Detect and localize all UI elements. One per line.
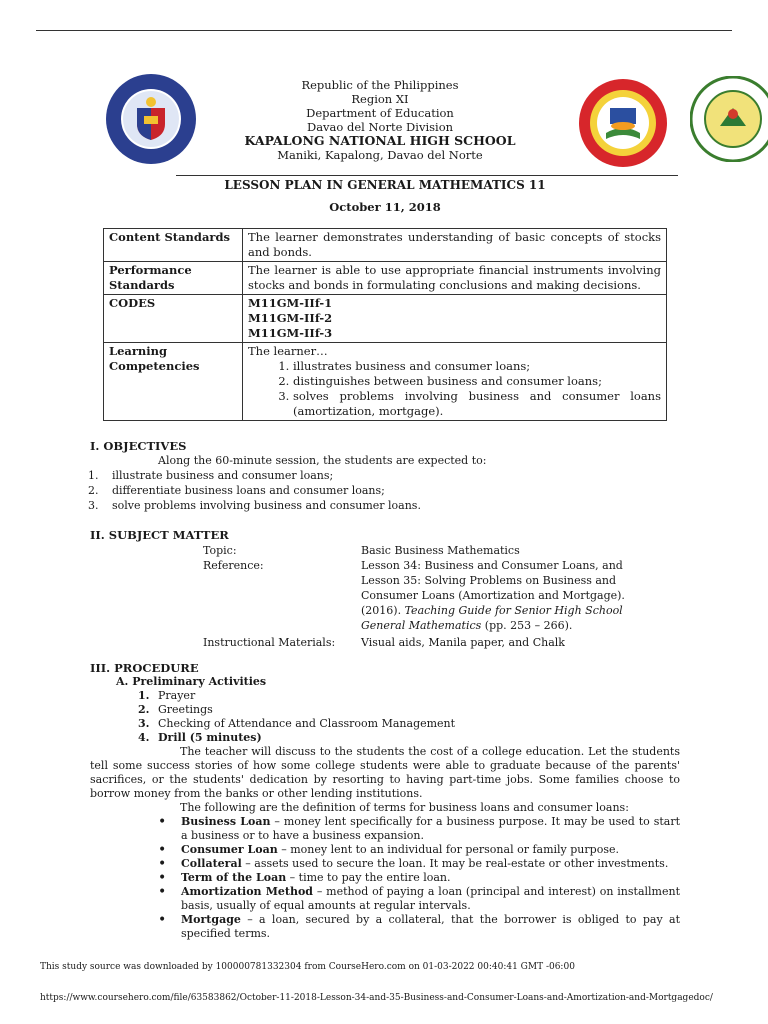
header-division: Davao del Norte Division [306, 120, 454, 134]
materials-value: Visual aids, Manila paper, and Chalk [361, 636, 565, 649]
code-item: M11GM-IIf-2 [248, 311, 333, 325]
table-row [104, 262, 667, 295]
objectives-list [88, 468, 421, 513]
list-item: • Term of the Loan – time to pay the entire loan. [158, 871, 680, 885]
table-row [104, 343, 667, 421]
competency-item: 3. solves problems involving business and consumer loans (amortization, mortgage). [293, 389, 661, 419]
codes-label: CODES [104, 295, 243, 343]
materials-row [203, 635, 647, 650]
list-item: 3. Checking of Attendance and Classroom Management [138, 717, 456, 730]
code-item: M11GM-IIf-3 [248, 326, 333, 340]
third-school-logo [690, 76, 768, 162]
topic-label: Topic: [203, 544, 237, 557]
list-item: • Collateral – assets used to secure the loan. It may be real-estate or other investments. [158, 857, 680, 871]
school-header [180, 78, 580, 162]
table-row [104, 295, 667, 343]
header-school-name: KAPALONG NATIONAL HIGH SCHOOL [244, 133, 516, 148]
list-item: • Mortgage – a loan, secured by a collateral, that the borrower is obliged to pay at specified terms. [158, 913, 680, 941]
learning-competencies-value [243, 343, 667, 421]
list-item: 2. Greetings [138, 703, 213, 716]
list-item: • Consumer Loan – money lent to an individual for personal or family purpose. [158, 843, 680, 857]
list-item: • Amortization Method – method of paying a loan (principal and interest) on installment basis, usually of equal amounts at regular intervals. [158, 885, 680, 913]
standards-table [103, 228, 667, 421]
lesson-plan-title: LESSON PLAN IN GENERAL MATHEMATICS 11 [224, 178, 546, 192]
header-rule [176, 175, 678, 176]
drill-paragraph: The teacher will discuss to the students the cost of a college education. Let the students tell some success stories of how some college students were able to graduate because of the parents' sacrifices, or the students' dedication by resorting to having part-time jobs. Some families choose to borrow money from the banks or other lending institutions. [90, 745, 680, 800]
codes-value [243, 295, 667, 343]
content-standards-value: The learner demonstrates understanding of basic concepts of stocks and bonds. [243, 229, 667, 262]
header-region: Region XI [351, 92, 409, 106]
list-item: • Business Loan – money lent specifically for a business purpose. It may be used to start a business or to have a business expansion. [158, 815, 680, 843]
list-item: 2. differentiate business loans and consumer loans; [88, 484, 385, 497]
school-logo [578, 78, 668, 168]
procedure-section [90, 661, 680, 941]
reference-label: Reference: [203, 559, 264, 572]
performance-standards-label: Performance Standards [104, 262, 243, 295]
content-standards-label: Content Standards [104, 229, 243, 262]
definitions-list [158, 815, 680, 941]
reference-row [203, 558, 647, 633]
topic-value: Basic Business Mathematics [361, 544, 520, 557]
header-department: Department of Education [306, 106, 454, 120]
list-item: 1. illustrate business and consumer loans; [88, 469, 334, 482]
lesson-date: October 11, 2018 [329, 200, 441, 214]
list-item: 1. Prayer [138, 689, 196, 702]
competency-item: 1. illustrates business and consumer loans; [293, 359, 661, 374]
objectives-intro: Along the 60-minute session, the students are expected to: [158, 454, 487, 467]
learning-competencies-label: Learning Competencies [104, 343, 243, 421]
competencies-intro: The learner… [248, 344, 328, 358]
definitions-intro: The following are the definition of terms for business loans and consumer loans: [180, 801, 629, 814]
competency-item: 2. distinguishes between business and consumer loans; [293, 374, 661, 389]
code-item: M11GM-IIf-1 [248, 296, 333, 310]
objectives-heading: I. OBJECTIVES [90, 439, 187, 453]
list-item: 3. solve problems involving business and consumer loans. [88, 499, 421, 512]
topic-row [203, 543, 647, 558]
download-source-note: This study source was downloaded by 100000781332304 from CourseHero.com on 01-03-2022 00:40:41 GMT -06:00 [40, 962, 575, 972]
subject-matter-block [203, 543, 647, 650]
source-url[interactable]: https://www.coursehero.com/file/63583862/October-11-2018-Lesson-34-and-35-Business-and-Consumer-Loans-and-Amortization-and-Mortgagedoc/ [40, 993, 713, 1003]
reference-value: Lesson 34: Business and Consumer Loans, and Lesson 35: Solving Problems on Business and Consumer Loans (Amortization and Mortgage). (2016). Teaching Guide for Senior High School General Mathematics (pp. 253 – 266). [361, 559, 625, 632]
header-republic: Republic of the Philippines [301, 78, 459, 92]
header-address: Maniki, Kapalong, Davao del Norte [277, 148, 483, 162]
preliminary-activities-heading: A. Preliminary Activities [116, 675, 267, 688]
list-item: 4. Drill (5 minutes) [138, 731, 262, 744]
performance-standards-value: The learner is able to use appropriate financial instruments involving stocks and bonds in formulating conclusions and making decisions. [243, 262, 667, 295]
top-rule [36, 30, 732, 31]
subject-matter-heading: II. SUBJECT MATTER [90, 528, 229, 542]
procedure-heading: III. PROCEDURE [90, 661, 199, 675]
materials-label: Instructional Materials: [203, 636, 336, 649]
table-row [104, 229, 667, 262]
